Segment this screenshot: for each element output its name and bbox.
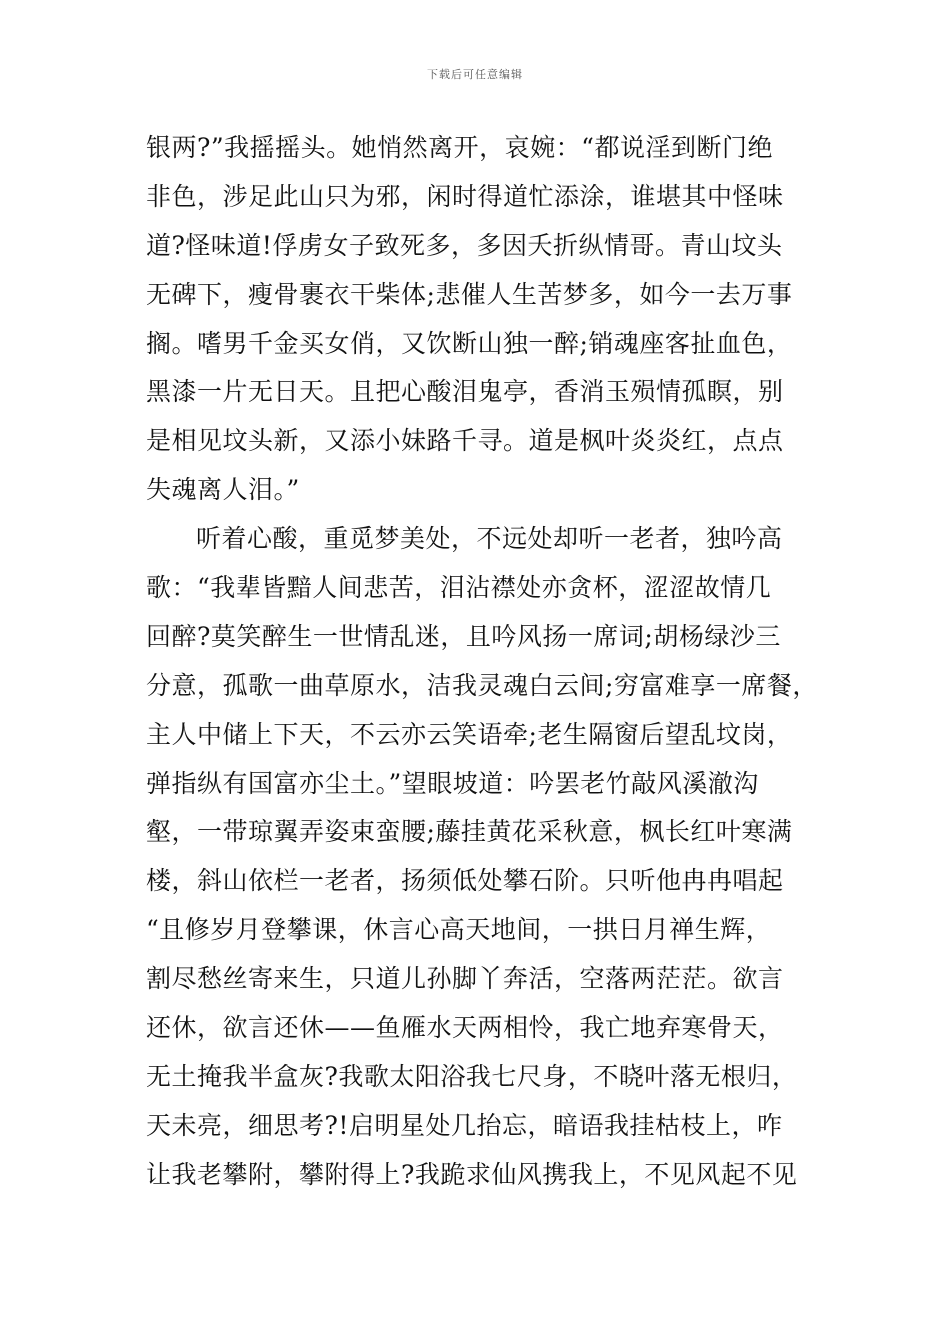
text-line: 黑漆一片无日天。且把心酸泪鬼亭，香消玉殒情孤瞑，别: [146, 377, 784, 407]
text-line: 听着心酸，重觅梦美处，不远处却听一老者，独吟高: [196, 524, 783, 554]
text-line: 搁。嗜男千金买女俏，又饮断山独一醉;销魂座客扯血色，: [146, 328, 793, 358]
text-line: 楼，斜山依栏一老者，扬须低处攀石阶。只听他冉冉唱起: [146, 866, 784, 896]
text-line: 天未亮，细思考?!启明星处几抬忘，暗语我挂枯枝上，咋: [146, 1110, 783, 1140]
text-line: 割尽愁丝寄来生，只道儿孙脚丫奔活，空落两茫茫。欲言: [146, 964, 784, 994]
text-line: 道?怪味道!俘虏女子致死多，多因夭折纵情哥。青山坟头: [146, 230, 783, 260]
text-line: “且修岁月登攀课，休言心高天地间，一拱日月禅生辉，: [146, 915, 772, 945]
text-line: 分意，孤歌一曲草原水，洁我灵魂白云间;穷富难享一席餐，: [146, 670, 818, 700]
text-line: 弹指纵有国富亦尘土。”望眼坡道：吟罢老竹敲风溪澈沟: [146, 768, 759, 798]
text-line: 非色，涉足此山只为邪，闲时得道忙添涂，谁堪其中怪味: [146, 181, 784, 211]
paragraph-2: [146, 515, 846, 1199]
page-header: 下载后可任意编辑: [427, 68, 523, 81]
body-text: [146, 124, 846, 1200]
text-line: 是相见坟头新，又添小妹路千寻。道是枫叶炎炎红，点点: [146, 426, 784, 456]
text-line: 让我老攀附，攀附得上?我跪求仙风携我上，不见风起不见: [146, 1159, 798, 1189]
text-line: 银两?”我摇摇头。她悄然离开，哀婉：“都说淫到断门绝: [146, 133, 773, 162]
paragraph-1: [146, 124, 846, 515]
text-line: 回醉?莫笑醉生一世情乱迷，且吟风扬一席词;胡杨绿沙三: [146, 621, 781, 651]
text-line: 歌：“我辈皆黯人间悲苦，泪沾襟处亦贪杯，涩涩故情几: [146, 573, 772, 603]
text-line: 壑，一带琼翼弄姿束蛮腰;藤挂黄花采秋意，枫长红叶寒满: [146, 817, 793, 847]
text-line: 主人中储上下天，不云亦云笑语牵;老生隔窗后望乱坟岗，: [146, 719, 793, 749]
text-line: 失魂离人泪。”: [146, 475, 300, 505]
text-line: 无土掩我半盒灰?我歌太阳浴我七尺身，不晓叶落无根归，: [146, 1061, 798, 1091]
text-line: 还休，欲言还休——鱼雁水天两相怜，我亡地弃寒骨天，: [146, 1013, 784, 1043]
text-line: 无碑下，瘦骨裹衣干柴体;悲催人生苦梦多，如今一去万事: [146, 279, 793, 309]
